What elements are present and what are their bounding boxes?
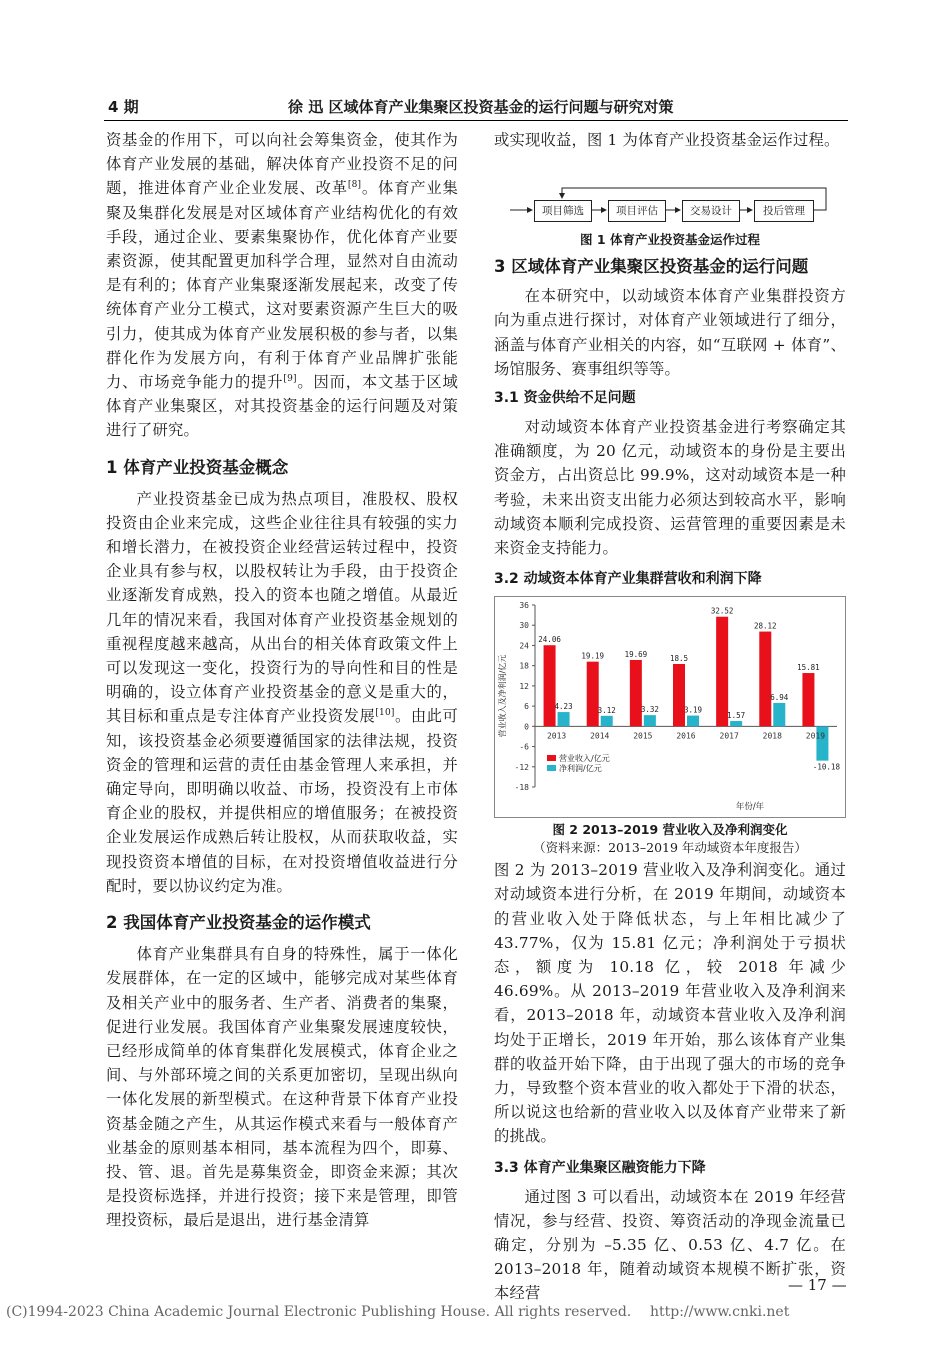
section-1-heading: 1 体育产业投资基金概念 (106, 457, 289, 477)
copyright-notice: (C)1994-2023 China Academic Journal Electronic Publishing House. All rights reserved. (6, 1304, 632, 1320)
y-tick-label: 6 (524, 702, 529, 712)
left-column (106, 128, 458, 1233)
x-tick-label-2016: 2016 (676, 731, 696, 741)
bar-profit-2017 (730, 721, 742, 726)
x-tick-label-2013: 2013 (546, 731, 567, 741)
paragraph-intro: 资基金的作用下，可以向社会筹集资金，使其作为体育产业发展的基础，解决体育产业投资不足的问题，推进体育产业企业发展、改革[8]。体育产业集聚及集群化发展是对区域体育产业结构优化的有效手段，通过企业、要素集聚协作，优化体育产业要素资源，使其配置更加科学合理，显然对自由流动是有利的；体育产业集聚逐渐发展起来，改变了传统体育产业分工模式，这对要素资源产生巨大的吸引力，使其成为体育产业发展积极的参与者，以集群化作为发展方向，有利于体育产业品牌扩张能力、市场竞争能力的提升[9]。因而，本文基于区域体育产业集聚区，对其投资基金的运行问题及对策进行了研究。 (106, 131, 458, 440)
paragraph-section-3: 在本研究中，以动域资本体育产业集群投资方向为重点进行探讨，对体育产业领域进行了细分，涵盖与体育产业相关的内容，如“互联网 + 体育”、场馆服务、赛事组织等等。 (494, 287, 846, 378)
bar-profit-2015 (644, 715, 656, 726)
bar-revenue-2013 (544, 645, 556, 726)
paragraph-section-2: 体育产业集群具有自身的特殊性，属于一体化发展群体，在一定的区域中，能够完成对某些体育及相关产业中的服务者、生产者、消费者的集聚，促进行业发展。我国体育产业集聚发展速度较快，已经形成简单的体育集群化发展模式，体育企业之间、与外部环境之间的关系更加密切，呈现出纵向一体化发展的新型模式。在这种背景下体育产业投资基金随之产生，从其运作模式来看与一般体育产业基金的原则基本相同，基本流程为四个，即募、投、管、退。首先是募集资金，即资金来源；其次是投资标选择，并进行投资；接下来是管理，即管理投资标，最后是退出，进行基金清算 (106, 945, 458, 1230)
label-profit-2017: 1.57 (727, 711, 746, 721)
x-tick-label-2017: 2017 (719, 731, 739, 741)
label-profit-2016: 3.19 (683, 705, 703, 715)
label-profit-2019: -10.18 (812, 762, 840, 772)
paragraph-continued: 或实现收益，图 1 为体育产业投资基金运作过程。 (494, 131, 840, 149)
running-title: 徐 迅 区域体育产业集聚区投资基金的运行问题与研究对策 (288, 98, 674, 116)
bar-profit-2018 (773, 703, 785, 726)
label-revenue-2016: 18.5 (669, 654, 689, 664)
flow-step-screening: 项目筛选 (534, 200, 592, 222)
bar-revenue-2016 (673, 664, 685, 726)
x-axis-title: 年份/年 (735, 802, 765, 813)
citation-10[interactable]: [10] (375, 708, 395, 719)
section-2-heading: 2 我国体育产业投资基金的运作模式 (106, 913, 371, 933)
flow-step-deal-design: 交易设计 (682, 200, 740, 222)
label-profit-2014: 3.12 (597, 706, 616, 716)
section-3-heading: 3 区域体育产业集聚区投资基金的运行问题 (494, 257, 809, 277)
figure-1-flowchart (494, 152, 846, 218)
x-tick-label-2019: 2019 (805, 731, 826, 741)
y-axis-title: 营业收入及净利润/亿元 (498, 654, 507, 738)
bar-profit-2014 (601, 716, 613, 727)
x-tick-label-2015: 2015 (633, 731, 653, 741)
label-revenue-2017: 32.52 (710, 606, 734, 616)
y-tick-label: 30 (519, 621, 529, 631)
section-3-1-heading: 3.1 资金供给不足问题 (494, 390, 636, 407)
figure-2-caption: 图 2 2013–2019 营业收入及净利润变化 (552, 822, 788, 838)
paragraph-section-3-1: 对动域资本体育产业投资基金进行考察确定其准确额度，为 20 亿元，动域资本的身份是主要出资金方，占出资总比 99.9%，这对动域资本是一种考验，未来出资支出能力必须达到较高水平，影响动域资本顺利完成投资、运营管理的重要因素是未来资金支持能力。 (494, 418, 846, 558)
paragraph-section-3-3: 通过图 3 可以看出，动域资本在 2019 年经营情况，参与经营、投资、筹资活动的净现金流量已确定，分别为 –5.35 亿、0.53 亿、4.7 亿。在 2013–2018 年，随着动域资本规模不断扩张，资本经营 (494, 1187, 846, 1303)
bar-revenue-2017 (716, 617, 728, 727)
cnki-url[interactable]: http://www.cnki.net (650, 1304, 790, 1320)
section-3-2-heading: 3.2 动域资本体育产业集群营收和利润下降 (494, 571, 762, 588)
bar-profit-2013 (558, 712, 570, 726)
y-tick-label: -12 (514, 763, 529, 773)
label-revenue-2013: 24.06 (538, 635, 561, 645)
right-column (494, 128, 846, 1306)
x-tick-label-2018: 2018 (762, 731, 782, 741)
flow-step-evaluation: 项目评估 (608, 200, 666, 222)
label-revenue-2015: 19.69 (624, 650, 648, 660)
bar-revenue-2014 (587, 662, 599, 727)
citation-9[interactable]: [9] (283, 373, 297, 384)
paragraph-section-1: 产业投资基金已成为热点项目，准股权、股权投资由企业来完成，这些企业往往具有较强的实力和增长潜力，在被投资企业经营运转过程中，投资企业具有参与权，以股权转让为手段，由于投资企业逐渐发育成熟，投入的资本也随之增值。从最近几年的情况来看，我国对体育产业投资基金规划的重视程度越来越高，从出台的相关体育政策文件上可以发现这一变化，投资行为的导向性和目的性是明确的，设立体育产业投资基金的意义是重大的，其目标和重点是专注体育产业投资发展[10]。由此可知，该投资基金必须要遵循国家的法律法规，投资资金的管理和运营的责任由基金管理人来承担，并确定导向，即明确以收益、市场，投资没有上市体育企业的股权，并提供相应的增值服务；在被投资企业发展运作成熟后转让股权，从而获取收益，实现投资资本增值的目标，在对投资增值收益进行分配时，要以协议约定为准。 (106, 489, 458, 895)
y-tick-label: -6 (519, 742, 529, 752)
y-tick-label: 18 (519, 661, 529, 671)
label-profit-2013: 4.23 (554, 702, 573, 712)
section-3-3-heading: 3.3 体育产业集聚区融资能力下降 (494, 1159, 706, 1176)
y-tick-label: 0 (524, 722, 529, 732)
label-revenue-2019: 15.81 (797, 663, 820, 673)
legend-swatch-revenue (547, 755, 556, 761)
bar-revenue-2015 (630, 660, 642, 726)
bar-profit-2016 (687, 716, 699, 727)
figure-1-caption: 图 1 体育产业投资基金运作过程 (580, 232, 760, 248)
legend-label-profit: 净利润/亿元 (559, 764, 602, 774)
issue-number: 4 期 (108, 98, 139, 116)
figure-2-source: （资料来源：2013–2019 年动域资本年度报告） (533, 840, 807, 856)
y-tick-label: 36 (519, 601, 529, 611)
label-revenue-2018: 28.12 (753, 621, 777, 631)
label-profit-2015: 3.32 (640, 705, 659, 715)
y-tick-label: 12 (519, 682, 529, 692)
label-revenue-2014: 19.19 (581, 651, 605, 661)
header-rule (104, 120, 848, 121)
flow-step-post-management: 投后管理 (754, 200, 814, 222)
legend-swatch-profit (547, 765, 556, 771)
paragraph-section-3-2: 图 2 为 2013–2019 营业收入及净利润变化。通过对动域资本进行分析，在 2019 年期间，动域资本的营业收入处于降低状态，与上年相比减少了 43.77%，仅为 15.81 亿元；净利润处于亏损状态，额度为 10.18 亿，较 2018 年减少 46.69%。从 2013–2019 年营业收入及净利润来看，2013–2018 年，动域资本营业收入及净利润均处于正增长，2019 年开始，那么该体育产业集群的收益开始下降，由于出现了强大的市场的竞争力，导致整个资本营业的收入都处于下滑的状态，所以说这也给新的营业收入以及体育产业带来了新的挑战。 (494, 861, 846, 1146)
y-tick-label: 24 (519, 641, 529, 651)
x-tick-label-2014: 2014 (590, 731, 610, 741)
y-tick-label: -18 (514, 783, 529, 793)
page-number: — 17 — (788, 1276, 847, 1294)
citation-8[interactable]: [8] (347, 180, 362, 191)
figure-2-chart (494, 596, 846, 818)
legend-label-revenue: 营业收入/亿元 (559, 754, 610, 764)
bar-revenue-2018 (759, 632, 771, 727)
chart-svg (495, 597, 845, 817)
bar-revenue-2019 (802, 673, 814, 726)
label-profit-2018: 6.94 (770, 693, 789, 703)
